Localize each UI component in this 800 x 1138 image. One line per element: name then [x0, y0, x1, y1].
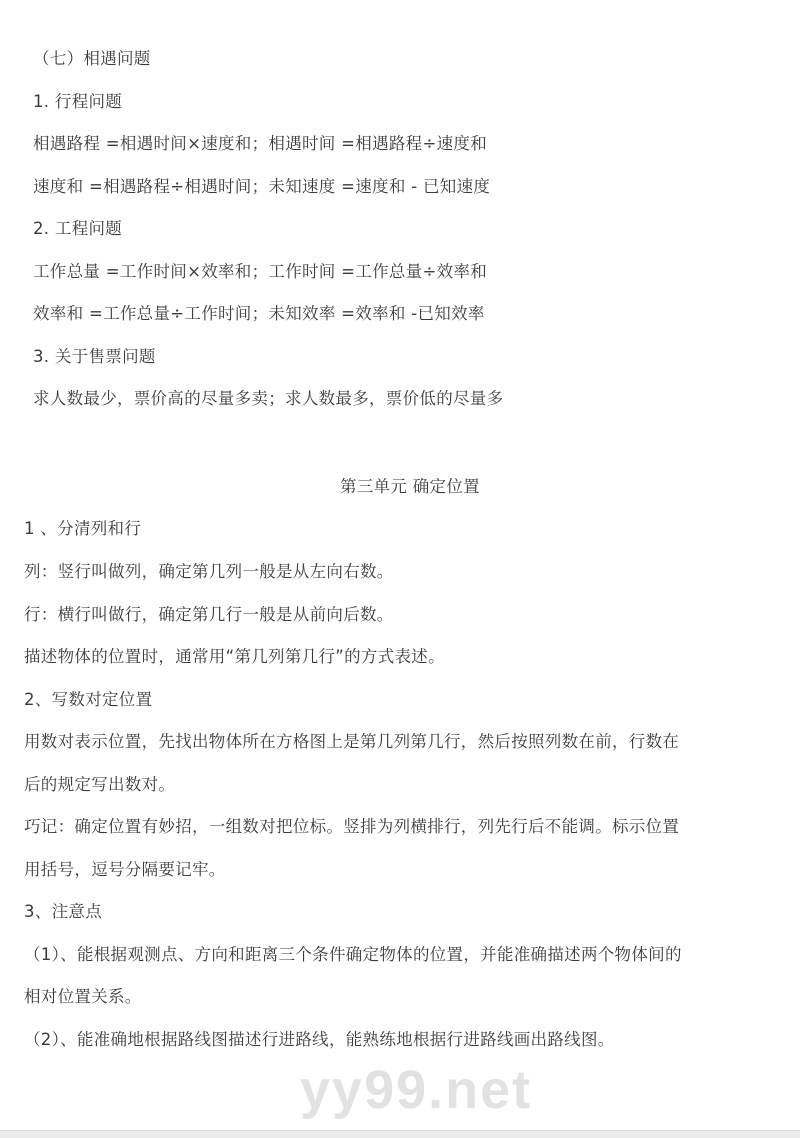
paragraph: 描述物体的位置时，通常用“第几列第几行”的方式表述。 [24, 647, 445, 666]
paragraph: 速度和 =相遇路程÷相遇时间；未知速度 =速度和 - 已知速度 [33, 177, 491, 196]
section-heading: （七）相遇问题 [33, 49, 151, 68]
subheading-work: 2. 工程问题 [33, 219, 123, 238]
subheading-travel: 1. 行程问题 [33, 92, 123, 111]
paragraph: 巧记：确定位置有妙招，一组数对把位标。竖排为列横排行，列先行后不能调。标示位置 [24, 817, 680, 836]
unit-title: 第三单元 确定位置 [340, 477, 480, 496]
paragraph: 相遇路程 =相遇时间×速度和；相遇时间 =相遇路程÷速度和 [33, 134, 487, 153]
paragraph: 用括号，逗号分隔要记牢。 [24, 860, 226, 879]
paragraph: 用数对表示位置，先找出物体所在方格图上是第几列第几行，然后按照列数在前，行数在 [24, 732, 680, 751]
paragraph: 效率和 =工作总量÷工作时间；未知效率 =效率和 -已知效率 [33, 304, 485, 323]
paragraph: 求人数最少，票价高的尽量多卖；求人数最多，票价低的尽量多 [33, 389, 504, 408]
paragraph: 后的规定写出数对。 [24, 775, 176, 794]
paragraph: （1）、能根据观测点、方向和距离三个条件确定物体的位置，并能准确描述两个物体间的 [24, 945, 682, 964]
paragraph: 相对位置关系。 [24, 987, 142, 1006]
subheading: 1 、分清列和行 [24, 519, 142, 538]
subheading: 3、注意点 [24, 902, 102, 921]
paragraph: 工作总量 =工作时间×效率和；工作时间 =工作总量÷效率和 [33, 262, 487, 281]
subheading-tickets: 3. 关于售票问题 [33, 347, 156, 366]
watermark: yy99.net [300, 1060, 533, 1120]
subheading: 2、写数对定位置 [24, 690, 153, 709]
paragraph: 行：横行叫做行，确定第几行一般是从前向后数。 [24, 605, 394, 624]
paragraph: （2）、能准确地根据路线图描述行进路线，能熟练地根据行进路线画出路线图。 [24, 1030, 615, 1049]
paragraph: 列：竖行叫做列，确定第几列一般是从左向右数。 [24, 562, 394, 581]
